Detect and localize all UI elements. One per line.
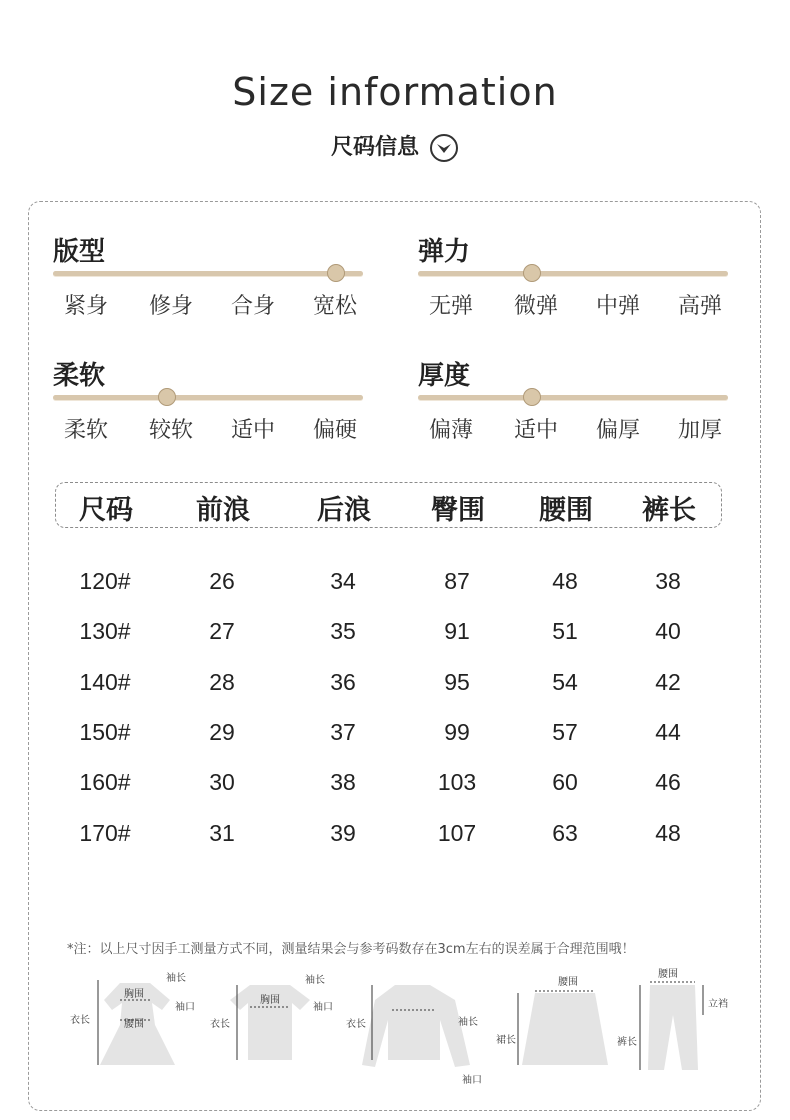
table-cell: 38 (655, 568, 681, 594)
attribute-knob (523, 388, 541, 406)
attribute-option: 合身 (230, 294, 275, 319)
table-cell: 150# (79, 718, 131, 745)
table-cell: 29 (209, 718, 235, 745)
dress-label-sleeve: 袖长 (166, 973, 186, 984)
sweater-label-sleeve: 袖长 (458, 1017, 478, 1028)
tshirt-diagram (210, 973, 333, 1060)
table-cell: 57 (552, 718, 578, 745)
table-cell: 107 (437, 819, 477, 846)
attribute-track (418, 271, 728, 276)
dress-label-chest: 胸围 (124, 989, 144, 1000)
table-row (0, 820, 790, 860)
table-cell: 91 (444, 618, 470, 645)
skirt-diagram (496, 976, 608, 1065)
attribute-option: 修身 (148, 294, 193, 319)
attribute-option: 微弹 (513, 294, 558, 319)
attribute-knob (523, 264, 541, 282)
attribute-track (53, 395, 363, 400)
attribute-option: 偏薄 (428, 418, 473, 443)
table-cell: 27 (209, 618, 235, 645)
attribute-option: 适中 (513, 418, 558, 443)
skirt-label-length: 裙长 (496, 1035, 516, 1046)
table-cell: 99 (444, 718, 470, 745)
sweater-silhouette (362, 985, 470, 1067)
table-cell: 35 (330, 618, 356, 645)
pants-silhouette (648, 985, 698, 1070)
tshirt-label-cuff: 袖口 (313, 1002, 333, 1013)
sweater-label-cuff: 袖口 (462, 1075, 482, 1086)
dress-label-waist: 腰围 (124, 1019, 144, 1030)
table-cell: 36 (330, 668, 356, 695)
attribute-softness (53, 355, 363, 443)
header-cell: 裤长 (642, 495, 696, 526)
chevron-down-icon (429, 133, 459, 163)
attribute-name: 厚度 (418, 361, 471, 391)
table-cell: 95 (444, 668, 470, 695)
table-cell: 38 (330, 769, 356, 796)
header-cell: 前浪 (196, 495, 250, 526)
table-cell: 37 (330, 718, 356, 745)
table-cell: 103 (437, 769, 477, 796)
table-cell: 87 (444, 568, 470, 594)
table-cell: 120# (79, 568, 131, 594)
size-table-header (55, 482, 722, 528)
tshirt-label-chest: 胸围 (260, 995, 280, 1006)
table-cell: 44 (655, 718, 681, 745)
dress-label-cuff: 袖口 (175, 1002, 195, 1013)
table-cell: 31 (209, 819, 235, 846)
header-cell: 腰围 (539, 495, 593, 526)
attribute-thickness (418, 355, 728, 443)
table-row (0, 568, 790, 608)
dress-label-length: 衣长 (70, 1015, 90, 1026)
header-cell: 后浪 (317, 495, 371, 526)
sweater-diagram (346, 985, 482, 1086)
attribute-option: 高弹 (677, 294, 722, 319)
table-cell: 39 (330, 819, 356, 846)
pants-diagram (617, 968, 728, 1070)
attribute-option: 无弹 (428, 294, 473, 319)
header-cell: 尺码 (79, 495, 133, 526)
table-cell: 63 (552, 819, 578, 846)
table-cell: 48 (552, 568, 578, 594)
table-row (0, 669, 790, 709)
attribute-option: 宽松 (312, 294, 357, 319)
attribute-track (53, 271, 363, 276)
header-cell: 臀围 (431, 495, 485, 526)
attribute-option: 较软 (148, 418, 193, 443)
table-row (0, 769, 790, 809)
pants-label-length: 裤长 (617, 1037, 637, 1048)
attribute-elasticity (418, 231, 728, 319)
attribute-knob (327, 264, 345, 282)
tshirt-label-length: 衣长 (210, 1019, 230, 1030)
table-cell: 40 (655, 618, 681, 645)
table-cell: 140# (79, 668, 131, 695)
measurement-note: *注：以上尺寸因手工测量方式不同，测量结果会与参考码数存在3cm左右的误差属于合理范围哦！ (67, 942, 635, 957)
attribute-option: 加厚 (677, 418, 722, 443)
attribute-option: 偏厚 (595, 418, 640, 443)
attribute-option: 紧身 (63, 294, 108, 319)
table-cell: 26 (209, 568, 235, 594)
attribute-option: 中弹 (595, 294, 640, 319)
table-row (0, 719, 790, 759)
table-cell: 160# (79, 769, 131, 796)
attribute-track (418, 395, 728, 400)
attribute-option: 柔软 (63, 418, 108, 443)
attribute-option: 适中 (230, 418, 275, 443)
sweater-label-length: 衣长 (346, 1019, 366, 1030)
attribute-name: 版型 (53, 237, 106, 267)
table-cell: 130# (79, 618, 131, 645)
attribute-name: 柔软 (53, 361, 106, 391)
page-title-en: Size information (232, 70, 558, 114)
pants-label-rise: 立裆 (708, 999, 728, 1010)
attribute-option: 偏硬 (312, 418, 357, 443)
table-cell: 51 (552, 618, 578, 645)
table-cell: 54 (552, 668, 578, 695)
table-cell: 60 (552, 769, 578, 796)
tshirt-label-sleeve: 袖长 (305, 975, 325, 986)
table-cell: 170# (79, 819, 131, 846)
title-cn-text: 尺码信息 (330, 135, 419, 160)
pants-label-waist: 腰围 (658, 969, 678, 980)
dress-diagram (70, 971, 195, 1065)
table-cell: 42 (655, 668, 681, 695)
attribute-name: 弹力 (418, 237, 471, 267)
garment-diagrams (0, 965, 790, 1095)
table-row (0, 618, 790, 658)
table-cell: 30 (209, 769, 235, 796)
skirt-label-waist: 腰围 (558, 977, 578, 988)
skirt-silhouette (522, 993, 608, 1065)
page-title-cn (0, 130, 790, 163)
table-cell: 48 (655, 819, 681, 846)
attribute-knob (158, 388, 176, 406)
table-cell: 46 (655, 769, 681, 796)
attribute-fit (53, 231, 363, 319)
table-cell: 34 (330, 568, 356, 594)
table-cell: 28 (209, 668, 235, 695)
